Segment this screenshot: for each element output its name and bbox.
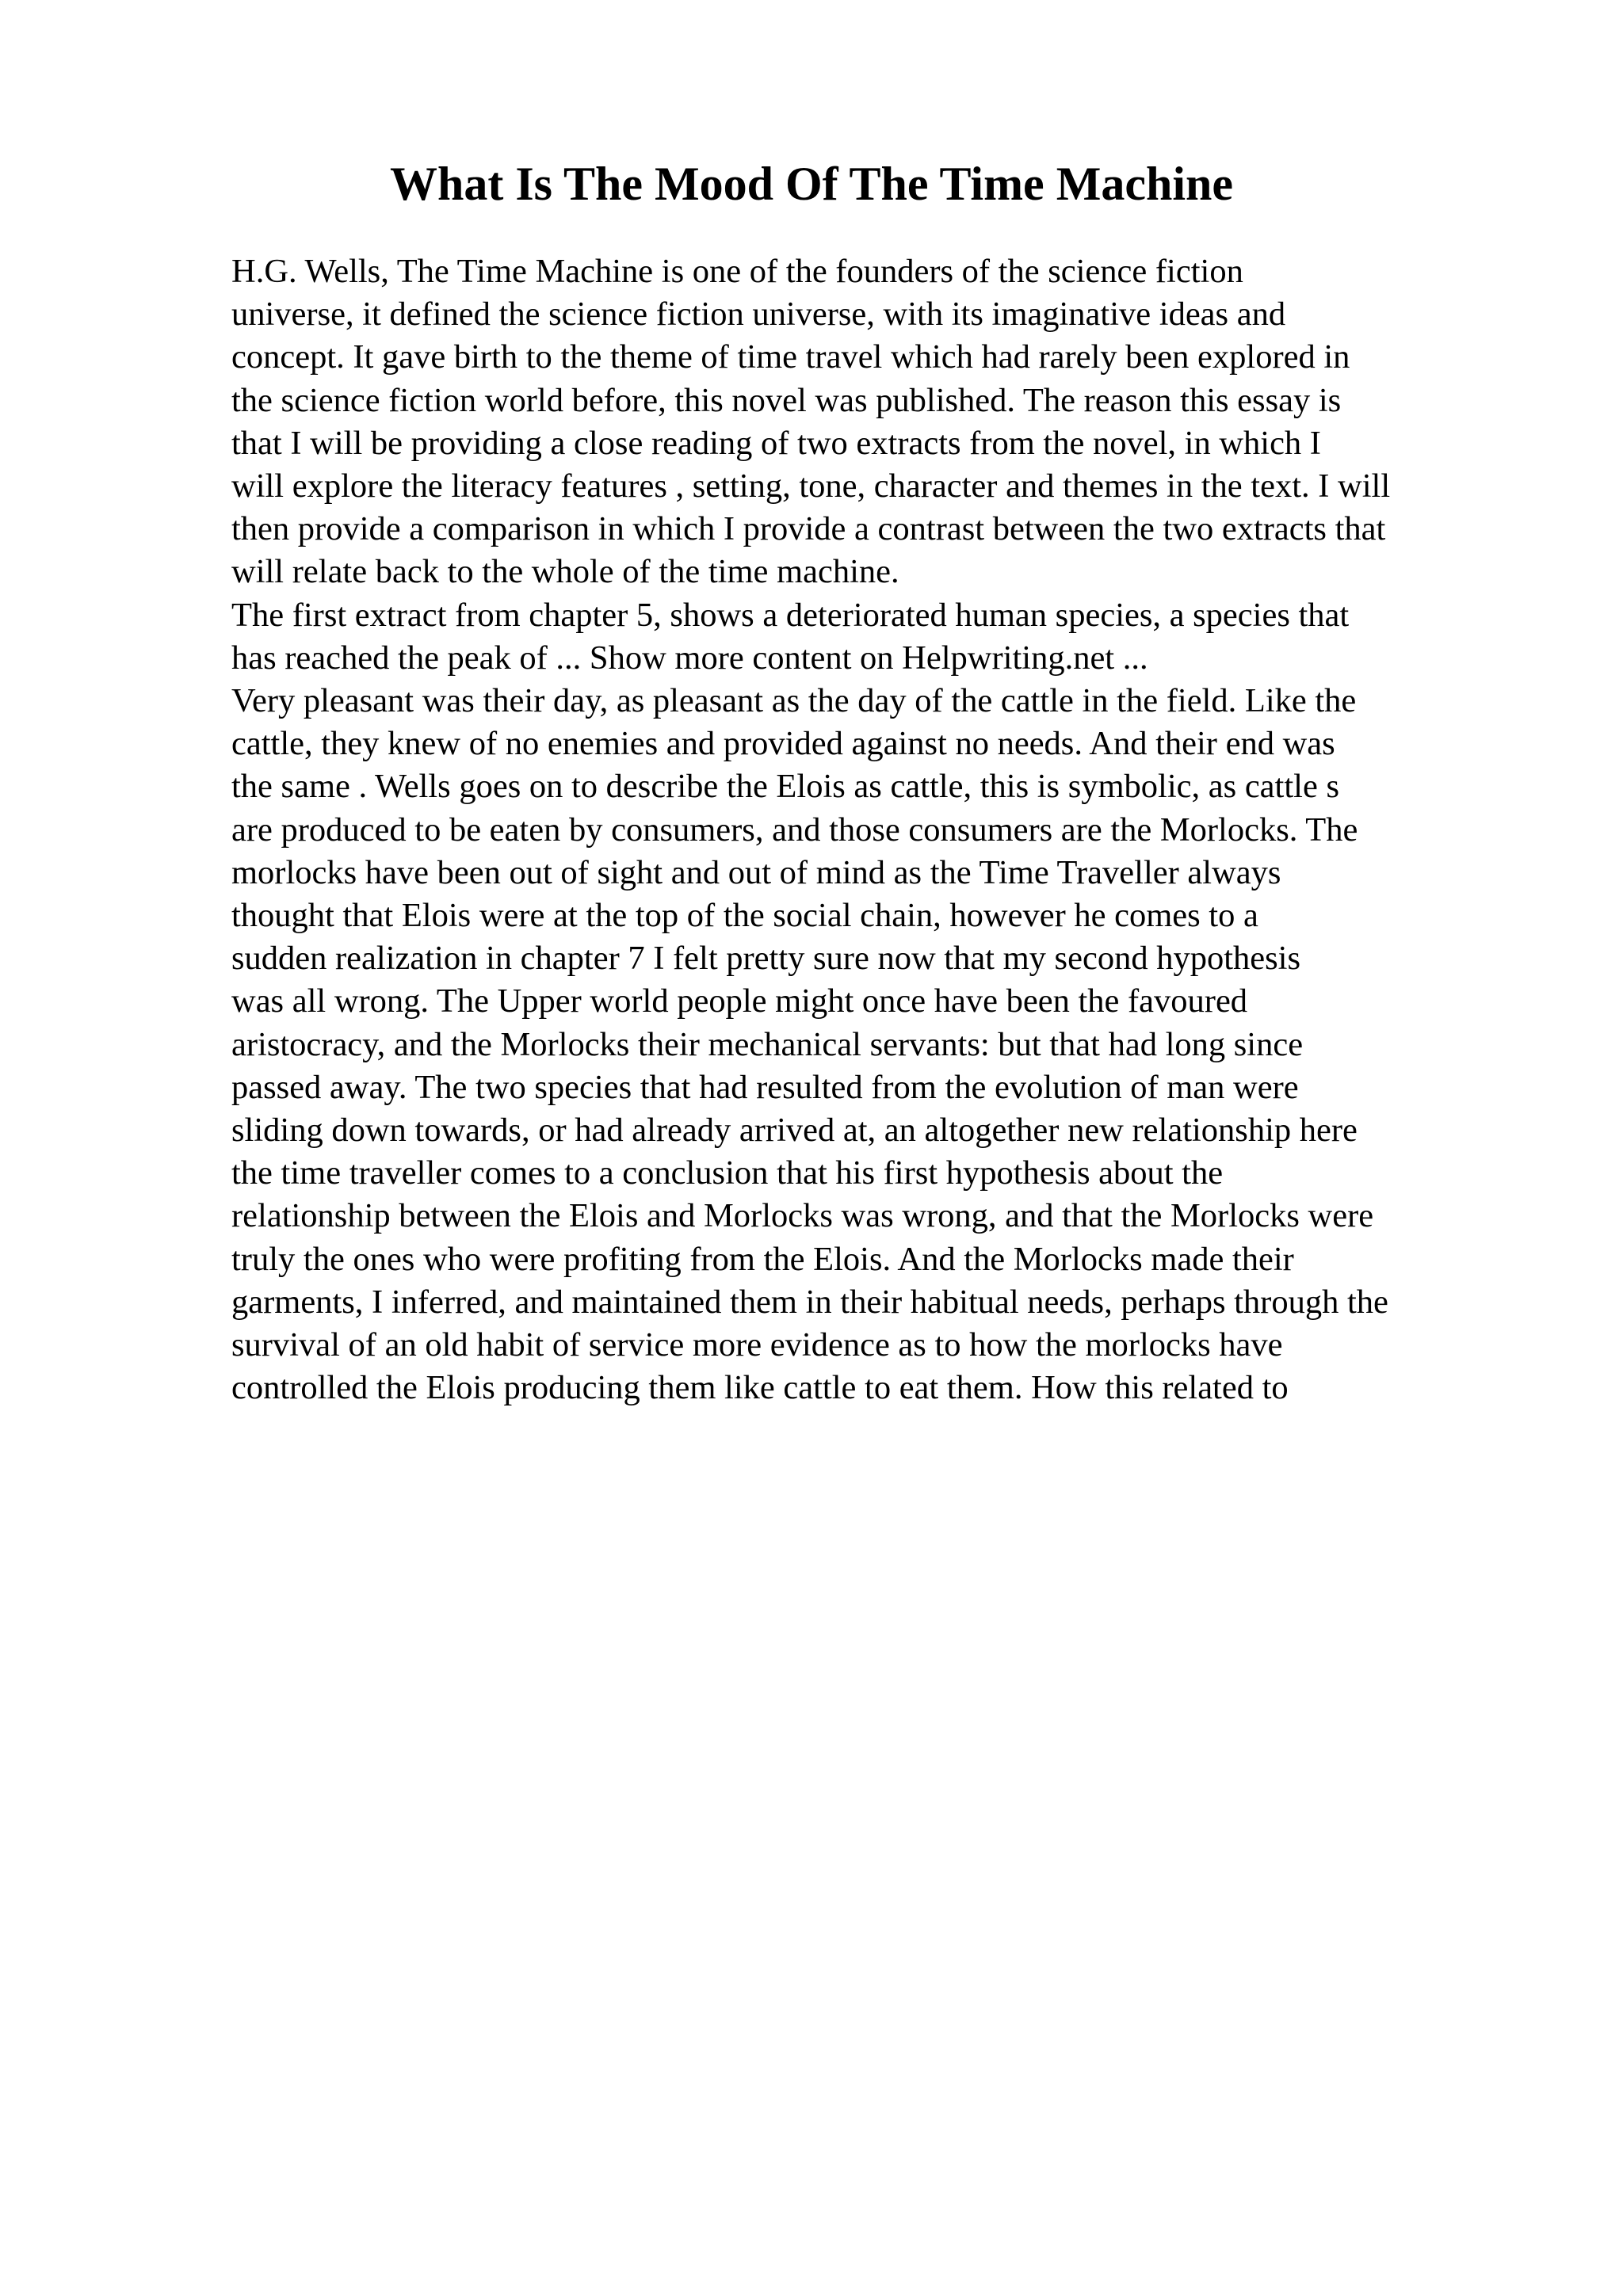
body-line: controlled the Elois producing them like cattle to eat them. How this related to bbox=[231, 1369, 1289, 1407]
body-line: survival of an old habit of service more evidence as to how the morlocks have bbox=[231, 1326, 1283, 1364]
body-line: has reached the peak of ... Show more content on Helpwriting.net ... bbox=[231, 639, 1148, 677]
body-line: concept. It gave birth to the theme of time travel which had rarely been explored in bbox=[231, 338, 1350, 376]
body-line: morlocks have been out of sight and out of mind as the Time Traveller always bbox=[231, 853, 1281, 891]
body-line: thought that Elois were at the top of the social chain, however he comes to a bbox=[231, 897, 1258, 935]
body-line: universe, it defined the science fiction universe, with its imaginative ideas and bbox=[231, 296, 1286, 334]
body-line: cattle, they knew of no enemies and provided against no needs. And their end was bbox=[231, 725, 1335, 763]
document-title: What Is The Mood Of The Time Machine bbox=[389, 158, 1233, 210]
body-line: will relate back to the whole of the time machine. bbox=[231, 553, 899, 591]
body-line: garments, I inferred, and maintained them in their habitual needs, perhaps through the bbox=[231, 1283, 1388, 1321]
body-line: H.G. Wells, The Time Machine is one of the founders of the science fiction bbox=[231, 253, 1243, 290]
body-line: The first extract from chapter 5, shows a deteriorated human species, a species that bbox=[231, 596, 1350, 634]
body-line: Very pleasant was their day, as pleasant as the day of the cattle in the field. Like the bbox=[231, 682, 1357, 720]
body-line: sudden realization in chapter 7 I felt pretty sure now that my second hypothesis bbox=[231, 940, 1301, 978]
body-line: passed away. The two species that had resulted from the evolution of man were bbox=[231, 1068, 1299, 1106]
body-line: the same . Wells goes on to describe the Elois as cattle, this is symbolic, as cattle s bbox=[231, 768, 1339, 806]
body-line: will explore the literacy features , setting, tone, character and themes in the text. I will bbox=[231, 467, 1391, 505]
document-body bbox=[231, 250, 1531, 1409]
body-line: that I will be providing a close reading of two extracts from the novel, in which I bbox=[231, 424, 1321, 462]
body-line: the time traveller comes to a conclusion that his first hypothesis about the bbox=[231, 1154, 1224, 1192]
body-line: sliding down towards, or had already arrived at, an altogether new relationship here bbox=[231, 1112, 1358, 1150]
body-line: aristocracy, and the Morlocks their mechanical servants: but that had long since bbox=[231, 1025, 1304, 1063]
body-line: then provide a comparison in which I provide a contrast between the two extracts that bbox=[231, 510, 1386, 548]
body-line: are produced to be eaten by consumers, and those consumers are the Morlocks. The bbox=[231, 810, 1358, 849]
body-line: was all wrong. The Upper world people might once have been the favoured bbox=[231, 982, 1248, 1020]
body-line: the science fiction world before, this novel was published. The reason this essay is bbox=[231, 381, 1342, 419]
body-line: relationship between the Elois and Morlocks was wrong, and that the Morlocks were bbox=[231, 1197, 1374, 1235]
body-line: truly the ones who were profiting from the Elois. And the Morlocks made their bbox=[231, 1240, 1294, 1278]
